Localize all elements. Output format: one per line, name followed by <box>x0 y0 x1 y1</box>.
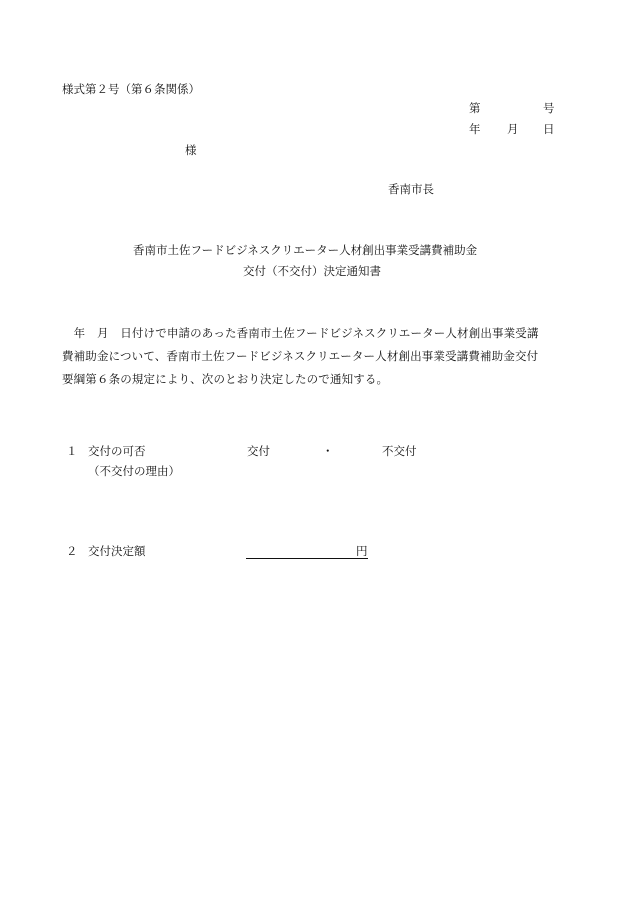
document-title-line2: 交付（不交付）決定通知書 <box>243 264 381 278</box>
body-line-3: 要綱第６条の規定により、次のとおり決定したので通知する。 <box>62 372 389 386</box>
body-paragraph <box>62 322 582 391</box>
option-grant: 交付 <box>247 444 270 458</box>
item2-label: 交付決定額 <box>88 544 146 558</box>
option-deny: 不交付 <box>382 444 417 458</box>
form-number: 様式第２号（第６条関係） <box>62 82 200 96</box>
reason-label: （不交付の理由） <box>88 464 180 478</box>
amount-underline <box>246 558 368 559</box>
body-line-2: 費補助金について、香南市土佐フードビジネスクリエーター人材創出事業受講費補助金交付 <box>62 349 539 363</box>
body-line-1: 年 月 日付けで申請のあった香南市土佐フードビジネスクリエーター人材創出事業受講 <box>62 326 539 340</box>
addressee-suffix: 様 <box>185 143 197 157</box>
issuer-name: 香南市長 <box>388 182 434 196</box>
doc-number-suffix: 号 <box>543 101 555 115</box>
date-month: 月 <box>507 122 519 136</box>
doc-number-prefix: 第 <box>469 101 481 115</box>
item2-number: ２ <box>66 544 78 558</box>
date-day: 日 <box>543 122 555 136</box>
item1-label: 交付の可否 <box>88 444 146 458</box>
amount-unit: 円 <box>356 544 368 558</box>
document-title-line1: 香南市土佐フードビジネスクリエーター人材創出事業受講費補助金 <box>133 243 478 257</box>
item1-number: １ <box>66 444 78 458</box>
option-separator: ・ <box>322 444 334 458</box>
date-year: 年 <box>469 122 481 136</box>
